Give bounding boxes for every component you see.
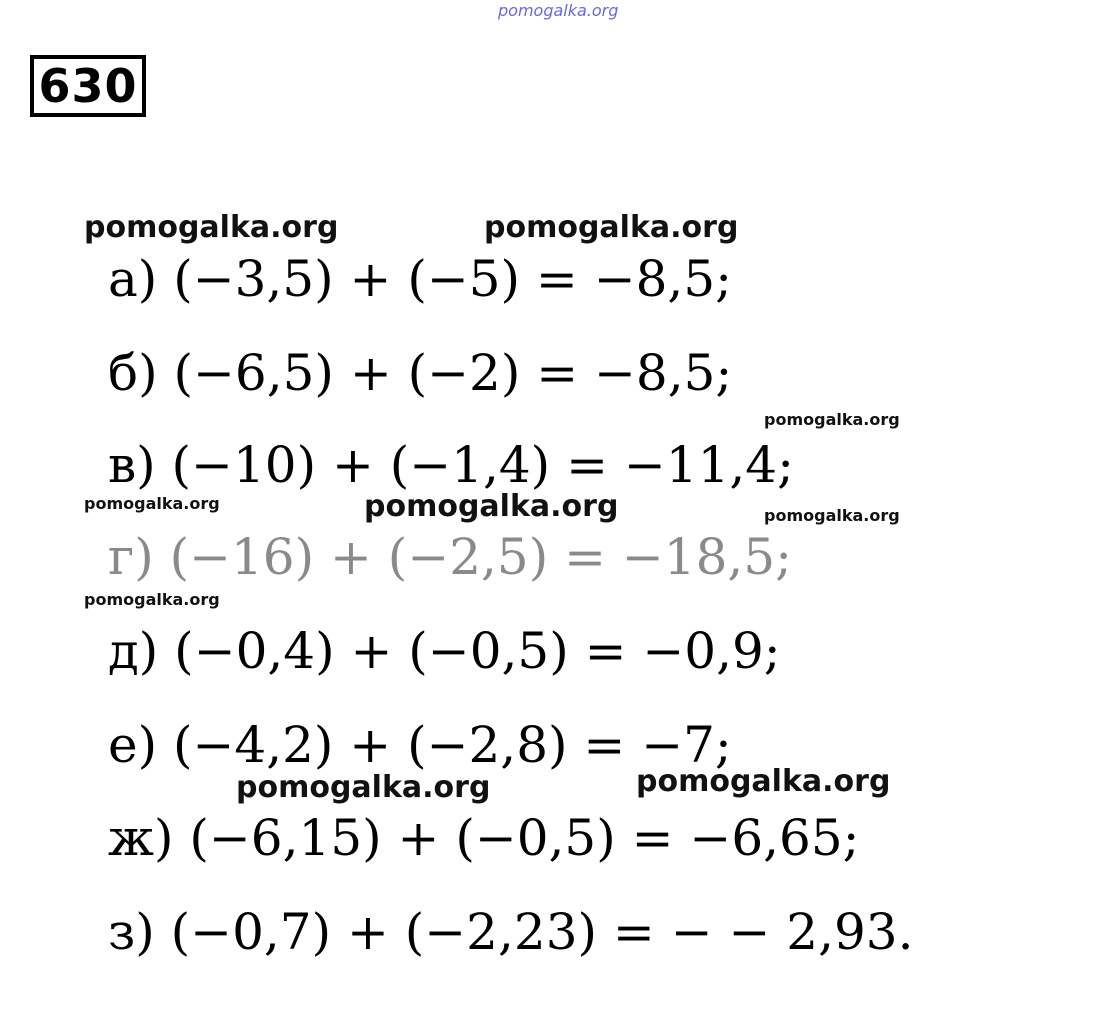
watermark: pomogalka.org — [236, 770, 491, 805]
equation-a: а) (−3,5) + (−5) = −8,5; — [108, 250, 732, 308]
equation-d: д) (−0,4) + (−0,5) = −0,9; — [108, 622, 781, 680]
equation-zh: ж) (−6,15) + (−0,5) = −6,65; — [108, 809, 860, 867]
equation-v: в) (−10) + (−1,4) = −11,4; — [108, 436, 794, 494]
watermark: pomogalka.org — [84, 590, 220, 609]
watermark: pomogalka.org — [636, 764, 891, 799]
equation-b: б) (−6,5) + (−2) = −8,5; — [108, 344, 733, 402]
watermark: pomogalka.org — [364, 489, 619, 524]
equation-z: з) (−0,7) + (−2,23) = − − 2,93. — [108, 903, 914, 961]
problem-number-box: 630 — [30, 55, 146, 117]
watermark: pomogalka.org — [84, 494, 220, 513]
watermark: pomogalka.org — [764, 410, 900, 429]
watermark: pomogalka.org — [764, 506, 900, 525]
equation-g: г) (−16) + (−2,5) = −18,5; — [108, 528, 792, 586]
watermark: pomogalka.org — [484, 210, 739, 245]
equation-e: е) (−4,2) + (−2,8) = −7; — [108, 716, 732, 774]
watermark: pomogalka.org — [84, 210, 339, 245]
top-watermark: pomogalka.org — [498, 1, 619, 20]
